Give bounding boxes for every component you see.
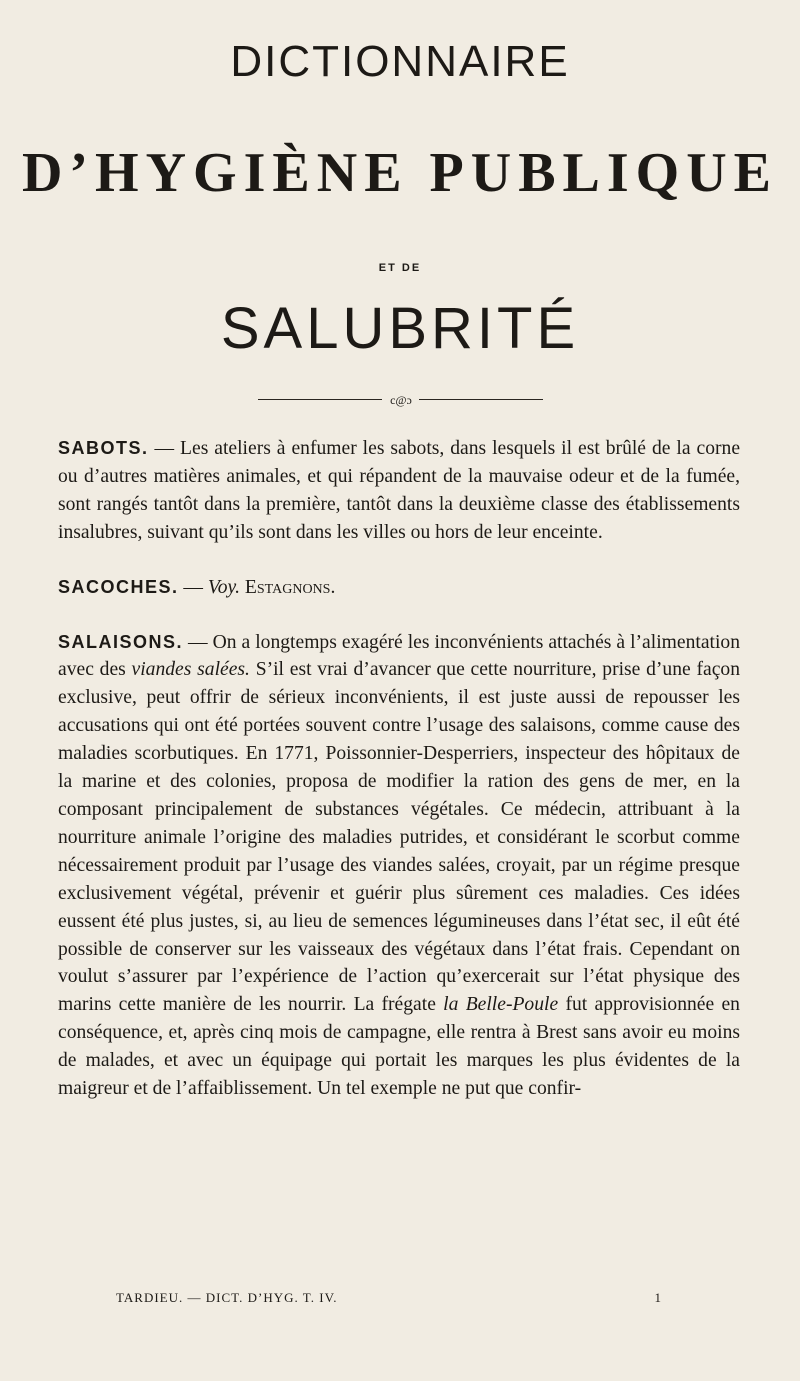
entry-italic-belle-poule: la Belle-Poule: [443, 994, 559, 1016]
entry-headword: SALAISONS.: [58, 631, 184, 652]
divider-rule-left: [258, 399, 382, 400]
entry-sacoches: [58, 574, 740, 602]
entry-headword: SABOTS.: [58, 438, 149, 458]
entry-dash: —: [148, 438, 181, 459]
page-footer: [116, 1290, 662, 1306]
entry-cross-reference: Estagnons.: [244, 576, 336, 598]
entry-voy: Voy.: [207, 576, 241, 598]
entry-text-part-b: S’il est vrai d’avancer que cette nourriture, prise d’une façon exclusive, peut offrir de sérieux inconvénients, il est juste aussi de repousser les accusations qui ont été portées souvent contre l’usage des salaisons, comme cause des maladies scorbutiques. En 1771, Poissonnier-Desperriers, inspecteur des hôpitaux de la marine et des colonies, proposa de modifier la ration des gens de mer, en la composant principalement de substances végétales. Ce médecin, attribuant à la nourriture animale l’origine des maladies putrides, et considérant le scorbut comme nécessairement produit par l’usage des viandes salées, croyait, par un régime presque exclusivement végétal, prévenir et guérir plus sûrement ces maladies. Ces idées eussent été plus justes, si, au lieu de semences légumineuses dans l’état sec, il eût été possible de conserver sur les vaisseaux des végétaux dans l’état frais. Cependant on voulut s’assurer par l’expérience de l’action qu’exercerait sur l’état physique des marins cette manière de les nourrir. La frégate: [58, 659, 740, 1016]
divider-rule-right: [419, 399, 543, 400]
footer-page-number: 1: [654, 1290, 662, 1305]
entry-text: Les ateliers à enfumer les sabots, dans lesquels il est brûlé de la corne ou d’autres matières animales, et qui répandent de la mauvaise odeur et de la fumée, sont rangés tantôt dans la première, tantôt dans la deuxième classe des établissements insalubres, suivant qu’ils sont dans les villes ou hors de leur enceinte.: [58, 438, 741, 543]
title-dictionnaire: DICTIONNAIRE: [230, 37, 570, 86]
entry-salaisons: [58, 629, 740, 1103]
ornament-icon: c@ɔ: [390, 393, 412, 407]
entry-dash: —: [178, 576, 208, 598]
footer-signature: TARDIEU. — DICT. D’HYG. T. IV.: [116, 1290, 338, 1305]
entry-text-part-c: fut approvisionnée en conséquence, et, après cinq mois de campagne, elle rentra à Brest sans avoir eu moins de malades, et avec un équipage qui portait les marques les plus évidentes de la maigreur et de l’affaiblissement. Un tel exemple ne put que confir-: [58, 994, 740, 1100]
entry-sabots: [58, 435, 740, 547]
entry-text-part-a: On a longtemps exagéré les inconvénients attachés à l’alimentation avec des: [58, 631, 740, 681]
dictionary-entries: [58, 435, 740, 1103]
title-et-de: ET DE: [378, 262, 422, 274]
title-salubrite: SALUBRITÉ: [220, 296, 580, 361]
entry-headword: SACOCHES.: [58, 576, 179, 597]
title-hygiene-publique: D’HYGIÈNE PUBLIQUE: [21, 142, 779, 204]
ornament-divider: [258, 393, 543, 407]
entry-italic-viandes-salees: viandes salées.: [131, 659, 250, 681]
entry-dash: —: [183, 631, 213, 653]
